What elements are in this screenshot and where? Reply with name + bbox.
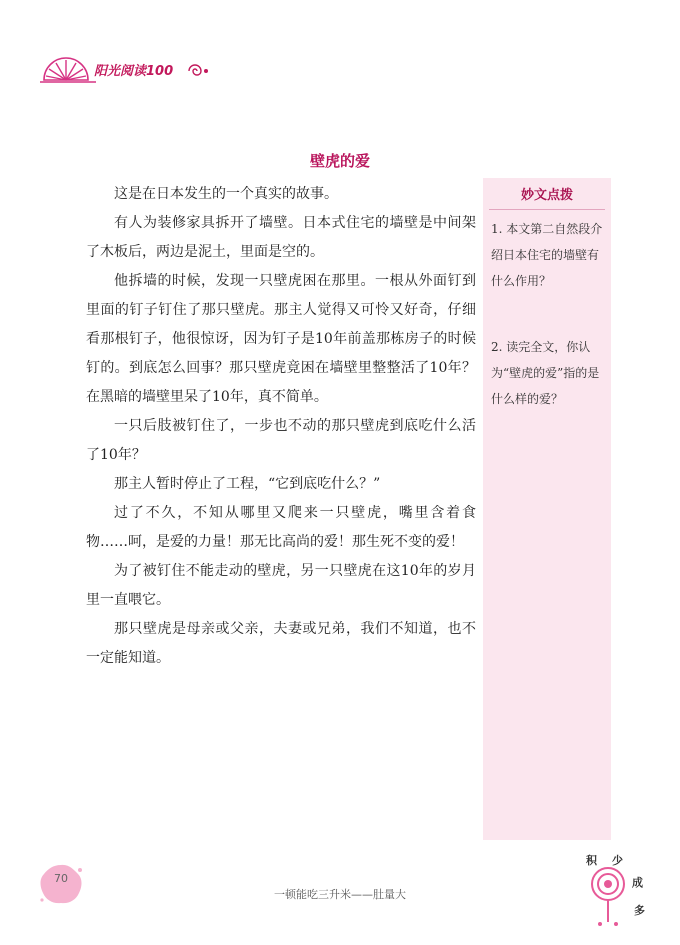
page-number: 70	[54, 872, 68, 885]
sidebar-divider	[489, 209, 605, 210]
paragraph: 他拆墙的时候，发现一只壁虎困在那里。一根从外面钉到里面的钉子钉住了那只壁虎。那主人觉得又可怜又好奇，仔细看那根钉子，他很惊讶，因为钉子是10年前盖那栋房子的时候钉的。到底怎么回事？那只壁虎竟困在墙壁里整整活了10年？在黑暗的墙壁里呆了10年，真不简单。	[86, 273, 476, 405]
sidebar-title: 妙文点拨	[520, 188, 573, 203]
corner-char: 成	[632, 876, 643, 889]
corner-char: 少	[612, 854, 623, 867]
corner-decoration	[578, 850, 660, 930]
header-logo	[40, 52, 220, 92]
sunrise-logo-icon	[40, 54, 96, 88]
paragraph: 一只后肢被钉住了，一步也不动的那只壁虎到底吃什么活了10年？	[86, 418, 476, 463]
paragraph: 为了被钉住不能走动的壁虎，另一只壁虎在这10年的岁月里一直喂它。	[86, 563, 476, 608]
article-title: 壁虎的爱	[309, 152, 370, 170]
swirl-icon	[186, 62, 210, 80]
paragraph: 那主人暂时停止了工程，“它到底吃什么？”	[114, 476, 381, 492]
corner-char: 多	[634, 904, 645, 917]
article-body	[86, 180, 476, 673]
sidebar-question-2: 2. 读完全文，你认为“壁虎的爱”指的是什么样的爱？	[491, 340, 600, 406]
paragraph: 有人为装修家具拆开了墙壁。日本式住宅的墙壁是中间架了木板后，两边是泥土，里面是空的。	[86, 215, 476, 260]
sidebar-tips-panel	[483, 178, 611, 840]
sidebar-question-1: 1. 本文第二自然段介绍日本住宅的墙壁有什么作用？	[491, 222, 603, 288]
paragraph: 这是在日本发生的一个真实的故事。	[114, 186, 338, 202]
corner-char: 积	[586, 854, 597, 867]
header-title: 阳光阅读100	[94, 64, 174, 79]
paragraph: 那只壁虎是母亲或父亲，夫妻或兄弟，我们不知道，也不一定能知道。	[86, 621, 476, 666]
paragraph: 过了不久，不知从哪里又爬来一只壁虎，嘴里含着食物……呵，是爱的力量！那无比高尚的爱！那生死不变的爱！	[86, 505, 476, 550]
footer-motto: 一顿能吃三升米——肚量大	[274, 888, 406, 901]
